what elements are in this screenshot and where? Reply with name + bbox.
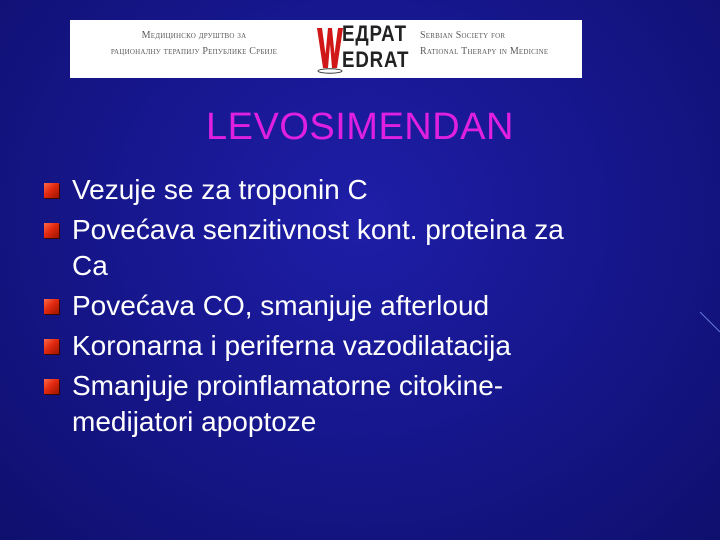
society-logo [310,20,420,78]
list-item [44,288,664,324]
banner-right-line: Serbian Society for [420,30,506,41]
list-item-text: Povećava senzitivnost kont. proteina za [72,214,564,245]
list-item-text: Povećava CO, smanjuje afterloud [72,290,490,321]
square-bullet-icon [44,183,59,198]
slide-title: LEVOSIMENDAN [206,106,514,148]
banner-left-text [78,28,310,60]
logo-w-icon [316,22,344,74]
header-banner [70,20,582,78]
list-item-text: Koronarna i periferna vazodilatacija [72,330,511,361]
list-item-text: Smanjuje proinflamatorne citokine- [72,370,504,401]
square-bullet-icon [44,379,59,394]
banner-right-text [420,28,580,60]
banner-left-line: Медицинско друштво за [141,30,247,41]
list-item-text: Ca [72,250,108,281]
logo-text-latin: EDRAT [342,47,410,72]
list-item-text: medijatori apoptoze [72,406,317,437]
list-item [44,368,664,440]
square-bullet-icon [44,339,59,354]
list-item [44,328,664,364]
logo-text-cyrillic: ЕДРАТ [342,21,407,46]
list-item [44,212,664,284]
banner-left-line: рационалну терапију Републике Србије [110,46,278,57]
bullet-list [44,172,664,444]
list-item [44,172,664,208]
banner-right-line: Rational Therapy in Medicine [420,46,549,57]
square-bullet-icon [44,223,59,238]
list-item-text: Vezuje se za troponin C [72,174,368,205]
square-bullet-icon [44,299,59,314]
